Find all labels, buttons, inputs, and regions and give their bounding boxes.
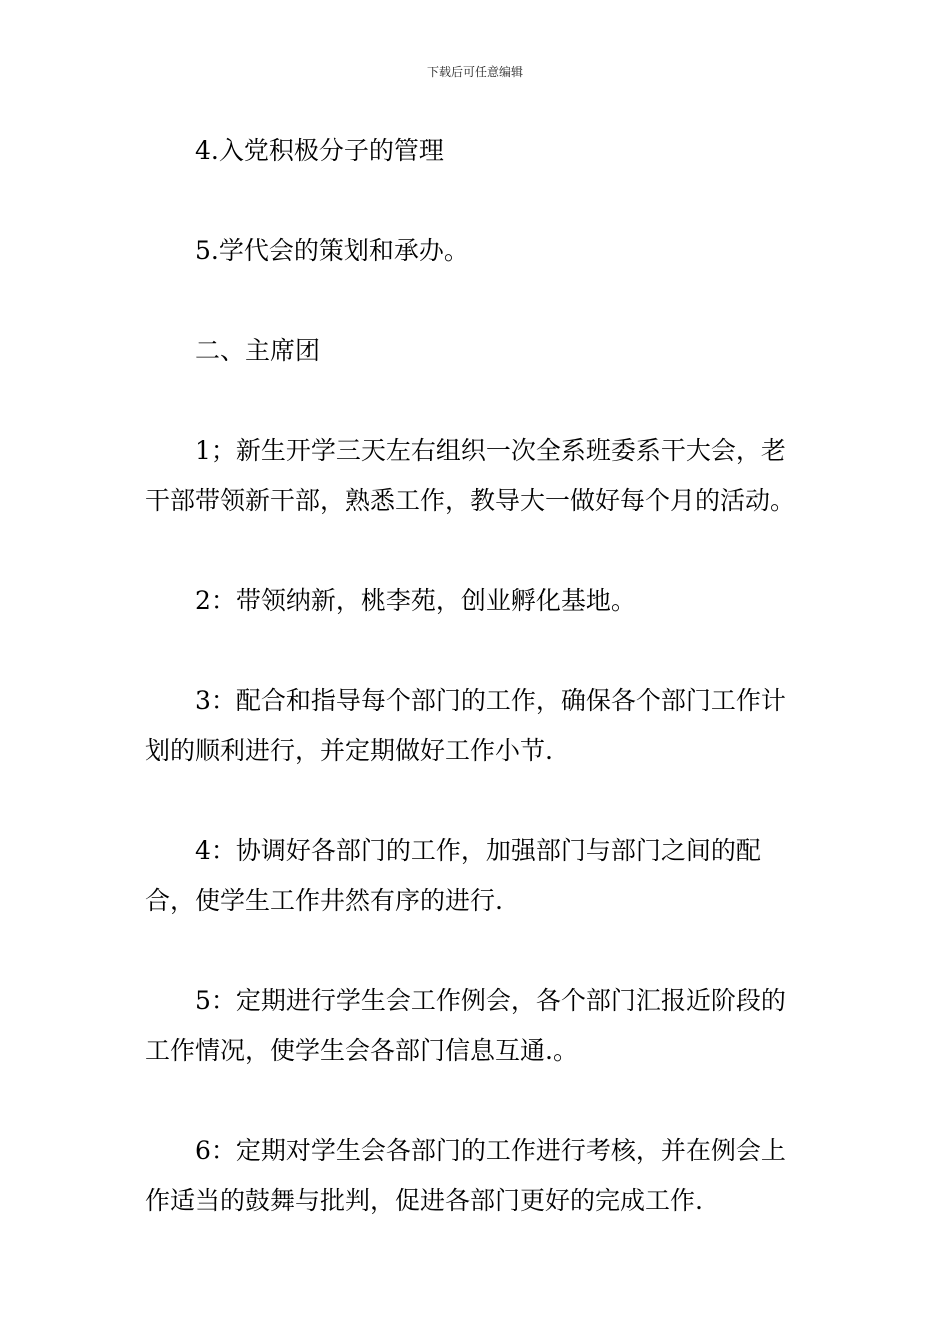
list-item-4-activist-management: 4.入党积极分子的管理 [195, 136, 444, 165]
document-body [145, 126, 810, 1276]
presidium-duty-4: 4：协调好各部门的工作，加强部门与部门之间的配合，使学生工作井然有序的进行. [145, 836, 761, 915]
presidium-duty-2: 2：带领纳新，桃李苑，创业孵化基地。 [195, 586, 636, 615]
presidium-duty-1: 1；新生开学三天左右组织一次全系班委系干大会，老干部带领新干部，熟悉工作，教导大一做好每个月的活动。 [145, 436, 796, 515]
presidium-duty-6: 6：定期对学生会各部门的工作进行考核，并在例会上作适当的鼓舞与批判，促进各部门更好的完成工作. [145, 1136, 786, 1215]
list-item-5-congress-planning: 5.学代会的策划和承办。 [195, 236, 469, 265]
presidium-duty-3: 3：配合和指导每个部门的工作，确保各个部门工作计划的顺利进行，并定期做好工作小节. [145, 686, 786, 765]
header-note: 下载后可任意编辑 [426, 65, 523, 79]
section-heading-presidium: 二、主席团 [195, 336, 321, 365]
presidium-duty-5: 5：定期进行学生会工作例会，各个部门汇报近阶段的工作情况，使学生会各部门信息互通.。 [145, 986, 786, 1065]
